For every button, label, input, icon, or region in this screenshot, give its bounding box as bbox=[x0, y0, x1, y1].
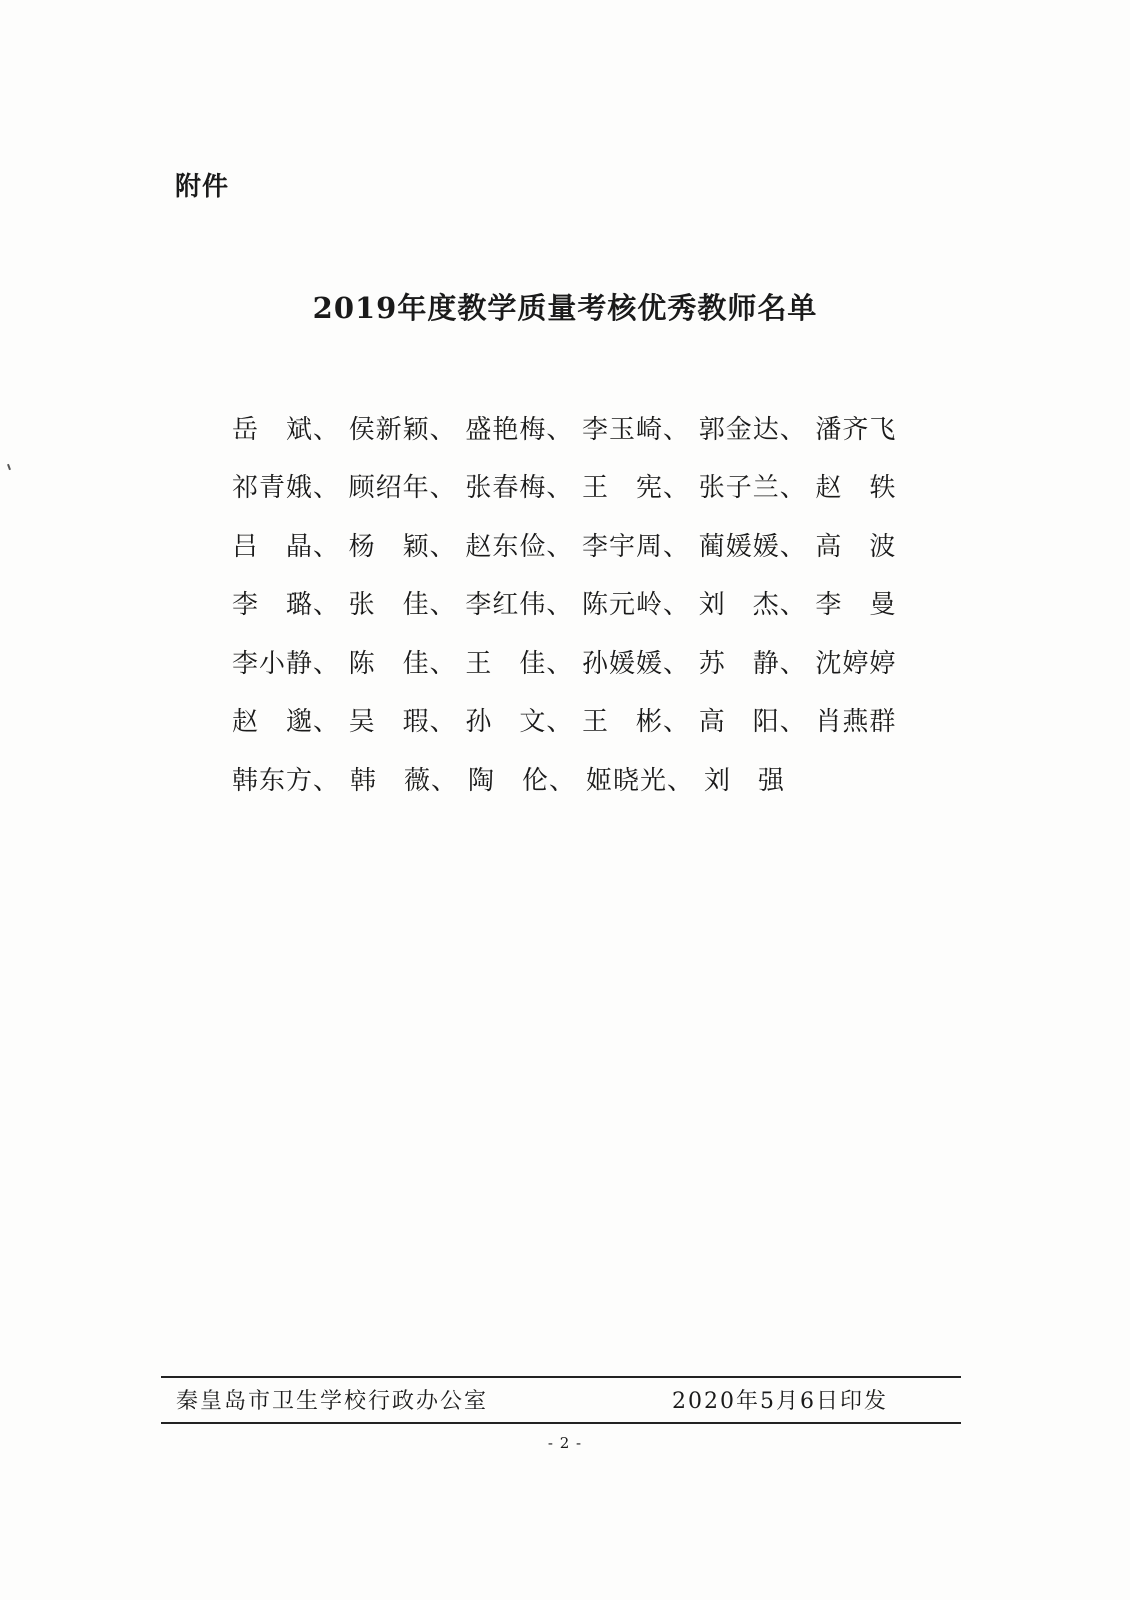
teacher-name: 孙 文、 bbox=[465, 707, 574, 738]
teacher-name: 盛艳梅、 bbox=[465, 414, 574, 445]
name-row bbox=[232, 749, 932, 808]
teacher-name: 陶 伦、 bbox=[468, 765, 577, 796]
teacher-name: 李 璐、 bbox=[232, 590, 341, 621]
teacher-name: 李小静、 bbox=[232, 648, 341, 679]
teacher-name: 祁青娥、 bbox=[232, 473, 341, 504]
teacher-name: 岳 斌、 bbox=[232, 414, 341, 445]
teacher-name: 沈婷婷 bbox=[815, 648, 897, 679]
teacher-name: 侯新颖、 bbox=[348, 414, 457, 445]
teacher-name: 陈元岭、 bbox=[582, 590, 691, 621]
teacher-name: 张春梅、 bbox=[465, 473, 574, 504]
teacher-name-list bbox=[232, 398, 932, 808]
issuer-text: 秦皇岛市卫生学校行政办公室 bbox=[176, 1389, 489, 1414]
teacher-name: 陈 佳、 bbox=[348, 648, 457, 679]
attachment-label: 附件 bbox=[175, 172, 230, 202]
issue-date: 2020年5月6日印发 bbox=[672, 1389, 888, 1414]
teacher-name: 刘 强 bbox=[704, 765, 786, 796]
teacher-name: 肖燕群 bbox=[815, 707, 897, 738]
teacher-name: 顾绍年、 bbox=[348, 473, 457, 504]
teacher-name: 李玉崎、 bbox=[582, 414, 691, 445]
teacher-name: 韩 薇、 bbox=[350, 765, 459, 796]
teacher-name: 王 佳、 bbox=[465, 648, 574, 679]
teacher-name: 杨 颖、 bbox=[348, 531, 457, 562]
name-row bbox=[232, 515, 932, 574]
teacher-name: 高 阳、 bbox=[698, 707, 807, 738]
teacher-name: 吕 晶、 bbox=[232, 531, 341, 562]
footer-top-rule bbox=[161, 1376, 961, 1378]
teacher-name: 郭金达、 bbox=[698, 414, 807, 445]
teacher-name: 姬晓光、 bbox=[586, 765, 695, 796]
name-row bbox=[232, 632, 932, 691]
teacher-name: 吴 瑕、 bbox=[348, 707, 457, 738]
teacher-name: 赵 轶 bbox=[815, 473, 897, 504]
teacher-name: 张 佳、 bbox=[348, 590, 457, 621]
footer-bottom-rule bbox=[161, 1422, 961, 1424]
document-title: 2019年度教学质量考核优秀教师名单 bbox=[312, 291, 818, 325]
teacher-name: 王 彬、 bbox=[582, 707, 691, 738]
name-row bbox=[232, 691, 932, 750]
teacher-name: 苏 静、 bbox=[698, 648, 807, 679]
page-number: - 2 - bbox=[547, 1434, 583, 1452]
name-row bbox=[232, 398, 932, 457]
scan-edge-mark bbox=[7, 464, 11, 470]
teacher-name: 蔺媛媛、 bbox=[698, 531, 807, 562]
teacher-name: 赵 邈、 bbox=[232, 707, 341, 738]
teacher-name: 高 波 bbox=[815, 531, 897, 562]
teacher-name: 孙媛媛、 bbox=[582, 648, 691, 679]
teacher-name: 李宇周、 bbox=[582, 531, 691, 562]
teacher-name: 张子兰、 bbox=[698, 473, 807, 504]
teacher-name: 潘齐飞 bbox=[815, 414, 897, 445]
name-row bbox=[232, 574, 932, 633]
teacher-name: 李红伟、 bbox=[465, 590, 574, 621]
name-row bbox=[232, 457, 932, 516]
teacher-name: 赵东俭、 bbox=[465, 531, 574, 562]
teacher-name: 王 宪、 bbox=[582, 473, 691, 504]
teacher-name: 刘 杰、 bbox=[698, 590, 807, 621]
teacher-name: 韩东方、 bbox=[232, 765, 341, 796]
teacher-name: 李 曼 bbox=[815, 590, 897, 621]
